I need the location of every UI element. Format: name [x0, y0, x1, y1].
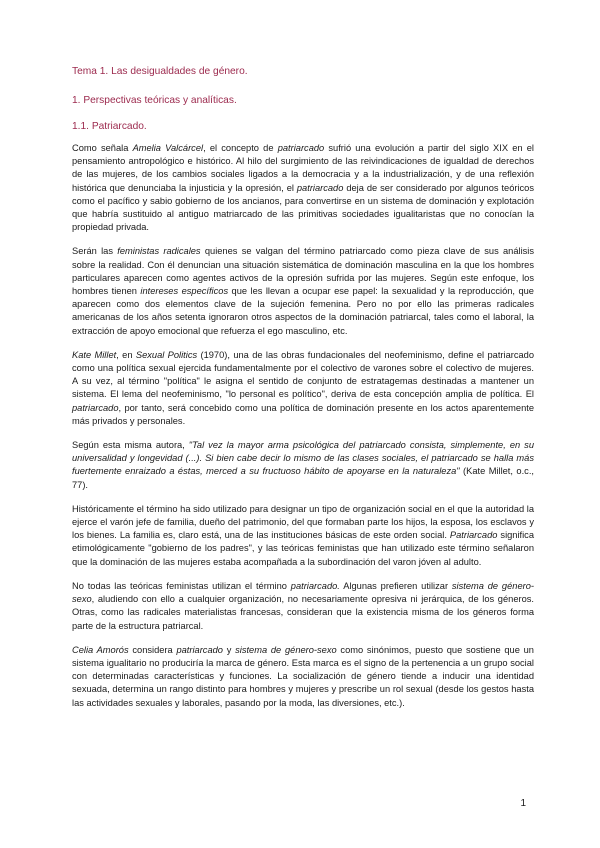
text-run: que les llevan a ocupar ese papel: la sexualidad y la reproducción, que aparecen como dos elementos clave de la sujeción femenina. Pero no por ello las primeras radicales americanas de los años setenta ignoraron otros aspectos de la dominación patriarcal, tales como el laboral, la extracción de apoyo emocional que refuerza el ego masculino, etc. — [72, 286, 534, 336]
text-run: Serán las — [72, 246, 118, 257]
section-heading: 1. Perspectivas teóricas y analíticas. — [72, 95, 237, 106]
document-page — [72, 66, 534, 721]
text-run: , aludiendo con ello a cualquier organización, no necesariamente opresiva ni jerárquica, de los géneros. Otras, como las radicales materialistas francesas, consideran que la existencia misma de los géneros forma parte de la estructura patriarcal. — [72, 594, 534, 631]
paragraph — [72, 245, 534, 337]
italic-run: patriarcado — [176, 644, 223, 655]
text-run: , en — [116, 349, 136, 360]
paragraph — [72, 349, 534, 428]
italic-run: patriarcado — [72, 402, 119, 413]
italic-run: "Tal vez la mayor arma psicológica del patriarcado consista, simplemente, en su universalidad y longevidad (...). Si bien cabe decir lo mismo de las clases sociales, el patriarcado se halla más fuertemente enraizado a éstas, merced a su fructuoso hábito de apoyarse en la naturaleza" — [72, 440, 534, 477]
text-run: (1970), una de las obras fundacionales del neofeminismo, define el patriarcado como una política sexual ejercida fundamentalmente por el colectivo de varones sobre el colectivo de mujeres. A su vez, al término "política" le asigna el sentido de conjunto de estratagemas destinadas a mantener un sistema. El lema del neofeminismo, "lo personal es político", deriva de esta concepción amplia de política. El — [72, 349, 534, 400]
subsection-heading: 1.1. Patriarcado. — [72, 121, 147, 132]
text-run: significa etimológicamente "gobierno de los padres", y las teóricas feministas que han utilizado este término señalaron que la dominación de las mujeres estaba acompañada a la subordinación del varon jóven al adulto. — [72, 530, 535, 567]
italic-run: feministas radicales — [117, 246, 201, 257]
italic-run: patriarcado — [296, 182, 344, 193]
italic-run: Patriarcado — [449, 530, 498, 541]
text-run: Algunas prefieren utilizar — [339, 580, 452, 591]
text-run: quienes se valgan del término patriarcado como pieza clave de sus análisis sobre la realidad. Con él denuncian una situación sistemática de dominación masculina en la que los hombres particulares aparecen como agentes activos de la opresión sufrida por las mujeres. Según este enfoque, los hombres tienen — [72, 246, 535, 297]
text-run: y — [222, 644, 236, 655]
text-run: considera — [128, 644, 177, 655]
paragraph — [72, 644, 534, 710]
text-run: Como señala — [72, 143, 133, 153]
paragraph — [72, 503, 534, 569]
text-run: , el concepto de — [203, 143, 278, 153]
italic-run: intereses específicos — [140, 286, 229, 297]
paragraph — [72, 580, 534, 633]
italic-run: sistema de género-sexo — [235, 644, 337, 655]
italic-run: sistema de género-sexo — [72, 580, 534, 605]
chapter-title: Tema 1. Las desigualdades de género. — [72, 66, 248, 77]
text-run: sufrió una evolución a partir del siglo XIX en el pensamiento antropológico e histórico. Al hilo del surgimiento de las reivindicaciones de igualdad de derechos de las mujeres, de los cambios sociales ligados a la democracia y a la industrialización, y de una reflexión histórica que denunciaba la injusticia y la opresión, el — [72, 143, 534, 193]
text-run: No todas las teóricas feministas utilizan el término — [72, 580, 291, 591]
text-run: deja de ser considerado por algunos teóricos como el pacífico y sabio gobierno de los ancianos, para convertirse en un sistema de dominación y explotación que habría sustituido al antiguo matriarcado de las primitivas sociedades igualitaristas que no conocían la propiedad privada. — [72, 182, 534, 233]
italic-run: Amelia Valcárcel — [132, 143, 204, 153]
italic-run: Celia Amorós — [72, 644, 129, 655]
italic-run: patriarcado. — [290, 580, 340, 591]
text-run: como sinónimos, puesto que sostiene que un sistema igualitario no produciría la marca de género. Esta marca es el signo de la pertenencia a un grupo social con determinadas características y funciones. La socialización de género tiende a inducir una identidad sexuada, determina un rango distinto para hombres y mujeres y prescribe un rol sexual (desde los gestos hasta las actividades sexuales y laborales, pasando por la moda, las diversiones, etc.). — [72, 644, 534, 708]
italic-run: Sexual Politics — [135, 349, 198, 360]
text-run: Según esta misma autora, — [72, 440, 189, 451]
quote-paragraph — [72, 439, 534, 492]
page-number: 1 — [520, 798, 526, 809]
text-run: , por tanto, será concebido como una política de dominación presente en los actos aparentemente más privados y personales. — [72, 402, 534, 426]
text-run: Históricamente el término ha sido utilizado para designar un tipo de organización social en el que la autoridad la ejerce el varón jefe de familia, dueño del patrimonio, del que formaban parte los hijos, la esposa, los esclavos y los bienes. La familia es, claro está, una de las instituciones básicas de este orden social. — [72, 503, 534, 541]
text-run: (Kate Millet, o.c., 77). — [72, 466, 534, 490]
paragraph — [72, 142, 534, 234]
italic-run: Kate Millet — [72, 349, 117, 360]
italic-run: patriarcado — [277, 143, 325, 153]
